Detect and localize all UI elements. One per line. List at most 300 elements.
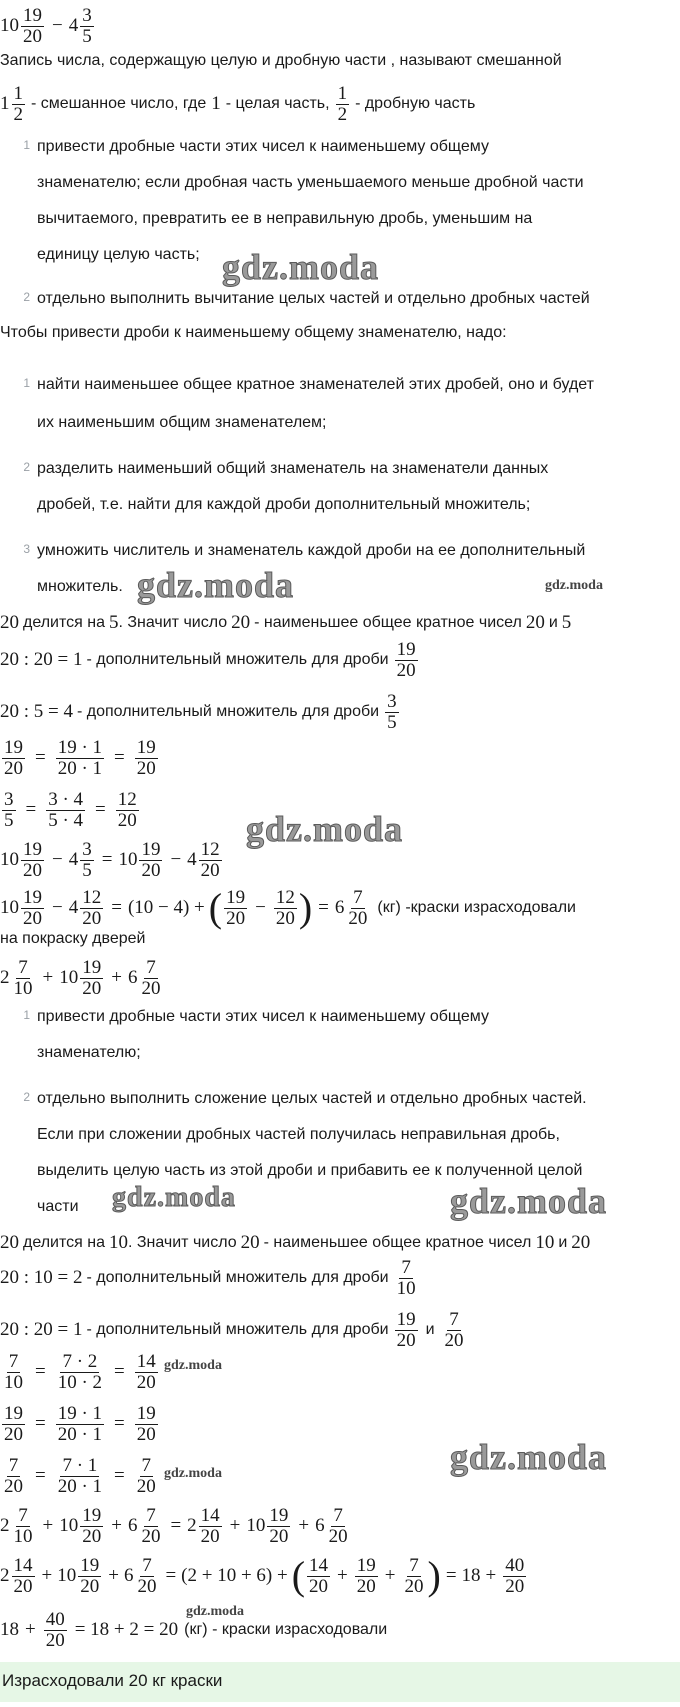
watermark: gdz.moda bbox=[222, 247, 380, 287]
mixed-number-explanation bbox=[0, 84, 475, 125]
operator: + bbox=[384, 1565, 396, 1587]
text: Если при сложении дробных частей получилась неправильная дробь, bbox=[37, 1126, 560, 1143]
equation bbox=[0, 1456, 160, 1497]
whole-number: 6 bbox=[315, 1515, 325, 1537]
fraction bbox=[80, 6, 94, 47]
operator: − bbox=[255, 897, 266, 919]
whole-number: 10 bbox=[118, 849, 138, 871]
denominator: 10 · 2 bbox=[57, 1371, 103, 1393]
text: - наименьшее общее кратное чисел bbox=[263, 1234, 532, 1251]
fraction bbox=[224, 888, 247, 929]
fraction bbox=[2, 1352, 25, 1393]
text: отдельно выполнить сложение целых частей и отдельно дробных частей. bbox=[37, 1090, 587, 1107]
denominator: 20 bbox=[141, 977, 161, 999]
numerator: 1 bbox=[337, 83, 348, 104]
denominator: 10 bbox=[13, 977, 33, 999]
operator: + bbox=[485, 1565, 497, 1587]
fraction bbox=[21, 888, 44, 929]
denominator: 20 bbox=[23, 25, 42, 47]
fraction bbox=[199, 1506, 222, 1547]
whole-number: 6 bbox=[127, 967, 138, 989]
operator: = bbox=[114, 1465, 125, 1487]
denominator: 10 bbox=[396, 1277, 416, 1299]
equation: 20 : 10 = 2 bbox=[0, 1267, 83, 1289]
number: 5 bbox=[561, 612, 572, 633]
numerator: 7 bbox=[142, 1555, 152, 1576]
numerator: 19 bbox=[356, 1555, 376, 1576]
numerator: 14 bbox=[13, 1555, 33, 1576]
text: отдельно выполнить вычитание целых частей и отдельно дробных частей bbox=[37, 290, 590, 307]
denominator: 20 bbox=[4, 1475, 23, 1497]
numerator: 19 · 1 bbox=[57, 1403, 103, 1424]
equation-result bbox=[0, 1610, 387, 1651]
operator: + bbox=[298, 1515, 310, 1537]
numerator: 7 bbox=[353, 887, 363, 908]
extra-factor-line bbox=[0, 1310, 468, 1351]
whole-number: 18 bbox=[461, 1565, 481, 1587]
whole-number: 4 bbox=[68, 15, 79, 37]
whole-number: 18 bbox=[0, 1619, 19, 1641]
whole-number: 10 bbox=[0, 897, 19, 919]
numerator: 19 bbox=[269, 1505, 289, 1526]
numerator: 7 bbox=[8, 1351, 19, 1372]
list-number: 2 bbox=[23, 460, 30, 474]
fraction bbox=[12, 958, 35, 999]
watermark: gdz.moda bbox=[450, 1437, 608, 1477]
denominator: 10 bbox=[4, 1371, 23, 1393]
text: привести дробные части этих чисел к наименьшему общему bbox=[37, 1008, 489, 1025]
denominator: 20 bbox=[309, 1575, 329, 1597]
fraction bbox=[2, 1456, 25, 1497]
fraction bbox=[21, 840, 44, 881]
numerator: 19 bbox=[80, 1555, 100, 1576]
whole-number: 10 bbox=[246, 1515, 266, 1537]
numerator: 1 bbox=[13, 83, 23, 104]
watermark: gdz.moda bbox=[137, 565, 295, 605]
fraction bbox=[2, 790, 16, 831]
number: 20 bbox=[525, 612, 545, 633]
watermark: gdz.moda bbox=[545, 578, 603, 593]
equation bbox=[0, 1553, 528, 1599]
fraction bbox=[116, 790, 139, 831]
fraction bbox=[355, 1556, 378, 1597]
text: - дополнительный множитель для дроби bbox=[86, 1321, 389, 1339]
whole-number: 10 bbox=[59, 1515, 79, 1537]
denominator: 20 bbox=[117, 809, 137, 831]
text: выделить целую часть из этой дроби и прибавить ее к полученной целой bbox=[37, 1162, 583, 1179]
operator: = bbox=[114, 1413, 125, 1435]
text: вычитаемого, превратить ее в неправильную дробь, уменьшим на bbox=[37, 210, 533, 227]
fraction bbox=[56, 1352, 104, 1393]
denominator: 20 bbox=[82, 1525, 102, 1547]
text: единицу целую часть; bbox=[37, 246, 200, 263]
number: 20 bbox=[231, 612, 251, 633]
number: 20 bbox=[240, 1232, 260, 1253]
denominator: 20 bbox=[13, 1575, 33, 1597]
operator: = bbox=[95, 799, 106, 821]
denominator: 20 bbox=[200, 1525, 220, 1547]
operator: = bbox=[25, 799, 37, 821]
expression: (10 − 4) + bbox=[127, 897, 205, 919]
denominator: 20 bbox=[404, 1575, 424, 1597]
numerator: 19 bbox=[82, 957, 102, 978]
watermark: gdz.moda bbox=[112, 1182, 236, 1213]
denominator: 20 bbox=[141, 1525, 161, 1547]
numerator: 7 bbox=[141, 1455, 152, 1476]
numerator: 14 bbox=[200, 1505, 220, 1526]
paren: ) bbox=[298, 885, 313, 931]
text: и bbox=[548, 614, 558, 631]
numerator: 40 bbox=[45, 1609, 65, 1630]
operator: = bbox=[111, 897, 122, 919]
whole-number: 6 bbox=[123, 1565, 134, 1587]
fraction bbox=[135, 738, 158, 779]
answer-box bbox=[0, 1662, 680, 1702]
list-number: 1 bbox=[23, 138, 30, 152]
fraction bbox=[443, 1310, 466, 1351]
denominator: 20 bbox=[505, 1575, 525, 1597]
fraction bbox=[346, 888, 369, 929]
operator: + bbox=[42, 967, 54, 989]
fraction bbox=[135, 1556, 158, 1597]
denominator: 20 bbox=[82, 977, 102, 999]
denominator: 20 bbox=[275, 907, 295, 929]
expression-addition bbox=[0, 958, 164, 999]
fraction bbox=[21, 6, 44, 47]
fraction bbox=[139, 840, 162, 881]
whole-number: 2 bbox=[187, 1515, 197, 1537]
fraction bbox=[2, 738, 25, 779]
denominator: 2 bbox=[337, 103, 348, 125]
numerator: 7 bbox=[409, 1555, 419, 1576]
whole-number: 2 bbox=[0, 1565, 10, 1587]
fraction bbox=[12, 1506, 35, 1547]
fraction bbox=[385, 692, 399, 733]
lcm-statement bbox=[0, 1232, 590, 1254]
fraction bbox=[80, 1506, 103, 1547]
denominator: 20 bbox=[348, 907, 368, 929]
equation bbox=[0, 1404, 160, 1445]
text: части bbox=[37, 1198, 79, 1215]
denominator: 20 bbox=[396, 659, 416, 681]
operator: − bbox=[52, 897, 63, 919]
denominator: 20 bbox=[82, 907, 102, 929]
fraction bbox=[56, 1404, 104, 1445]
denominator: 5 · 4 bbox=[48, 809, 84, 831]
fraction bbox=[80, 888, 103, 929]
watermark: gdz.moda bbox=[186, 1604, 244, 1619]
text: - дополнительный множитель для дроби bbox=[86, 651, 389, 669]
denominator: 5 bbox=[82, 859, 92, 881]
equation bbox=[0, 1506, 352, 1547]
numerator: 3 · 4 bbox=[48, 789, 84, 810]
denominator: 20 bbox=[4, 757, 23, 779]
denominator: 20 bbox=[200, 859, 220, 881]
numerator: 7 · 2 bbox=[62, 1351, 98, 1372]
numerator: 19 bbox=[396, 1309, 416, 1330]
operator: = bbox=[114, 1361, 125, 1383]
whole-number: 10 bbox=[0, 15, 19, 37]
operator: + bbox=[41, 1565, 53, 1587]
list-number: 1 bbox=[23, 376, 30, 390]
fraction bbox=[274, 888, 297, 929]
text: - дополнительный множитель для дроби bbox=[77, 703, 380, 721]
denominator: 20 bbox=[80, 1575, 100, 1597]
numerator: 19 bbox=[23, 5, 42, 26]
text: и bbox=[425, 1321, 435, 1339]
whole-number: 1 bbox=[0, 93, 10, 115]
denominator: 20 bbox=[136, 1423, 156, 1445]
whole-number: 6 bbox=[127, 1515, 138, 1537]
list-number: 2 bbox=[23, 290, 30, 304]
numerator: 7 bbox=[333, 1505, 343, 1526]
operator: + bbox=[111, 1515, 122, 1537]
fraction bbox=[395, 1310, 418, 1351]
fraction bbox=[395, 1258, 418, 1299]
denominator: 20 bbox=[137, 1575, 157, 1597]
fraction bbox=[80, 958, 103, 999]
numerator: 7 bbox=[449, 1309, 459, 1330]
denominator: 10 bbox=[13, 1525, 33, 1547]
numerator: 12 bbox=[200, 839, 220, 860]
denominator: 20 bbox=[136, 1371, 156, 1393]
whole-number: 10 bbox=[0, 849, 19, 871]
text: множитель. bbox=[37, 578, 123, 595]
operator: + bbox=[42, 1515, 54, 1537]
denominator: 5 bbox=[82, 25, 92, 47]
watermark: gdz.moda bbox=[164, 1358, 222, 1373]
list-number: 2 bbox=[23, 1090, 30, 1104]
numerator: 3 bbox=[82, 839, 92, 860]
watermark: gdz.moda bbox=[164, 1466, 222, 1481]
whole-number: 2 bbox=[0, 967, 10, 989]
numerator: 19 bbox=[396, 639, 416, 660]
number: 20 bbox=[0, 612, 19, 633]
extra-factor-line bbox=[0, 640, 420, 681]
numerator: 19 bbox=[82, 1505, 102, 1526]
denominator: 20 · 1 bbox=[57, 1475, 103, 1497]
expression: = 18 + 2 = 20 bbox=[74, 1619, 179, 1641]
denominator: 20 · 1 bbox=[57, 1423, 103, 1445]
numerator: 40 bbox=[505, 1555, 525, 1576]
whole-number: 4 bbox=[68, 897, 79, 919]
equation bbox=[0, 790, 141, 831]
denominator: 20 bbox=[23, 907, 42, 929]
paren: ( bbox=[291, 1553, 306, 1599]
operator: = bbox=[318, 897, 329, 919]
text: делится на bbox=[23, 1234, 105, 1251]
fraction bbox=[135, 1352, 158, 1393]
fraction bbox=[12, 1556, 35, 1597]
numerator: 14 bbox=[136, 1351, 156, 1372]
definition-mixed: Запись числа, содержащую целую и дробную части , называют смешанной bbox=[0, 52, 562, 69]
operator: = bbox=[445, 1565, 457, 1587]
denominator: 20 bbox=[328, 1525, 348, 1547]
number: 5 bbox=[108, 612, 119, 633]
numerator: 12 bbox=[275, 887, 295, 908]
numerator: 7 · 1 bbox=[62, 1455, 98, 1476]
numerator: 3 bbox=[387, 691, 397, 712]
text: привести дробные части этих чисел к наименьшему общему bbox=[37, 138, 489, 155]
denominator: 20 · 1 bbox=[57, 757, 103, 779]
number: 20 bbox=[571, 1232, 591, 1253]
extra-factor-line bbox=[0, 692, 401, 733]
whole-number: 2 bbox=[0, 1515, 10, 1537]
text: на покраску дверей bbox=[0, 930, 146, 947]
operator: − bbox=[170, 849, 182, 871]
text: - смешанное число, где bbox=[31, 95, 207, 113]
numerator: 19 bbox=[23, 887, 42, 908]
fraction bbox=[2, 1404, 25, 1445]
fraction bbox=[503, 1556, 526, 1597]
fraction bbox=[139, 1506, 162, 1547]
equation: 20 : 5 = 4 bbox=[0, 701, 73, 723]
text: знаменателю; bbox=[37, 1044, 141, 1061]
equation: 20 : 20 = 1 bbox=[0, 1319, 83, 1341]
fraction bbox=[402, 1556, 425, 1597]
operator: + bbox=[337, 1565, 348, 1587]
operator: = bbox=[35, 1361, 46, 1383]
operator: − bbox=[52, 15, 63, 37]
fraction bbox=[12, 84, 26, 125]
numerator: 19 bbox=[4, 737, 23, 758]
list-number: 1 bbox=[23, 1008, 30, 1022]
denominator: 20 bbox=[23, 859, 42, 881]
numerator: 19 · 1 bbox=[57, 737, 103, 758]
operator: = bbox=[35, 1465, 46, 1487]
text: (кг) -краски израсходовали bbox=[377, 899, 576, 917]
numerator: 19 bbox=[136, 1403, 156, 1424]
fraction bbox=[44, 1610, 67, 1651]
number: 20 bbox=[0, 1232, 19, 1253]
extra-factor-line bbox=[0, 1258, 420, 1299]
fraction bbox=[135, 1404, 158, 1445]
lcd-intro: Чтобы привести дроби к наименьшему общему знаменателю, надо: bbox=[0, 324, 507, 341]
text: (кг) - краски израсходовали bbox=[184, 1621, 388, 1639]
watermark: gdz.moda bbox=[450, 1181, 608, 1221]
equation bbox=[0, 840, 224, 881]
operator: = bbox=[101, 849, 113, 871]
number: 10 bbox=[108, 1232, 128, 1253]
numerator: 19 bbox=[141, 839, 161, 860]
denominator: 20 bbox=[226, 907, 246, 929]
fraction bbox=[327, 1506, 350, 1547]
operator: + bbox=[108, 1565, 119, 1587]
text: дробей, т.е. найти для каждой дроби дополнительный множитель; bbox=[37, 496, 531, 513]
operator: = bbox=[165, 1565, 177, 1587]
fraction bbox=[46, 790, 85, 831]
text: умножить числитель и знаменатель каждой дроби на ее дополнительный bbox=[37, 542, 586, 559]
numerator: 7 bbox=[18, 1505, 28, 1526]
numerator: 12 bbox=[82, 887, 102, 908]
paren: ) bbox=[427, 1553, 441, 1599]
text: знаменателю; если дробная часть уменьшаемого меньше дробной части bbox=[37, 174, 584, 191]
numerator: 3 bbox=[4, 789, 14, 810]
whole-number: 6 bbox=[334, 897, 345, 919]
fraction bbox=[56, 738, 104, 779]
numerator: 19 bbox=[23, 839, 42, 860]
denominator: 20 bbox=[141, 859, 161, 881]
operator: + bbox=[229, 1515, 241, 1537]
whole-number: 4 bbox=[187, 849, 197, 871]
operator: = bbox=[35, 1413, 46, 1435]
numerator: 3 bbox=[82, 5, 92, 26]
text: - дополнительный множитель для дроби bbox=[86, 1269, 389, 1287]
answer-text: Израсходовали 20 кг краски bbox=[2, 1671, 223, 1690]
numerator: 7 bbox=[8, 1455, 19, 1476]
operator: = bbox=[114, 747, 125, 769]
text: - наименьшее общее кратное чисел bbox=[254, 614, 522, 631]
whole-number: 1 bbox=[211, 93, 221, 115]
text: . Значит число bbox=[118, 614, 228, 631]
text: найти наименьшее общее кратное знаменателей этих дробей, оно и будет bbox=[37, 376, 594, 393]
numerator: 7 bbox=[18, 957, 28, 978]
whole-number: 4 bbox=[68, 849, 79, 871]
fraction bbox=[199, 840, 222, 881]
number: 10 bbox=[535, 1232, 555, 1253]
equation: 20 : 20 = 1 bbox=[0, 649, 83, 671]
equation bbox=[0, 738, 160, 779]
lcm-statement bbox=[0, 612, 571, 634]
numerator: 19 bbox=[4, 1403, 23, 1424]
numerator: 19 bbox=[136, 737, 156, 758]
numerator: 7 bbox=[146, 957, 156, 978]
denominator: 20 bbox=[356, 1575, 376, 1597]
fraction bbox=[336, 84, 350, 125]
denominator: 2 bbox=[13, 103, 23, 125]
fraction bbox=[56, 1456, 104, 1497]
text: - дробную часть bbox=[355, 95, 476, 113]
numerator: 14 bbox=[309, 1555, 329, 1576]
denominator: 20 bbox=[136, 757, 156, 779]
operator: = bbox=[170, 1515, 182, 1537]
whole-number: 10 bbox=[57, 1565, 77, 1587]
denominator: 5 bbox=[387, 711, 397, 733]
numerator: 7 bbox=[401, 1257, 411, 1278]
equation bbox=[0, 885, 576, 931]
watermark: gdz.moda bbox=[246, 809, 404, 849]
equation bbox=[0, 1352, 160, 1393]
numerator: 7 bbox=[146, 1505, 156, 1526]
operator: − bbox=[52, 849, 63, 871]
text: разделить наименьший общий знаменатель на знаменатели данных bbox=[37, 460, 549, 477]
fraction bbox=[80, 840, 94, 881]
whole-number: 10 bbox=[59, 967, 79, 989]
text: . Значит число bbox=[127, 1234, 237, 1251]
numerator: 12 bbox=[117, 789, 137, 810]
paren: ( bbox=[208, 885, 223, 931]
denominator: 5 bbox=[4, 809, 14, 831]
text: и bbox=[558, 1234, 568, 1251]
fraction bbox=[267, 1506, 290, 1547]
operator: = bbox=[35, 747, 46, 769]
operator: + bbox=[25, 1619, 36, 1641]
denominator: 20 bbox=[396, 1329, 416, 1351]
list-number: 3 bbox=[23, 542, 30, 556]
text: - целая часть, bbox=[225, 95, 330, 113]
denominator: 20 bbox=[444, 1329, 464, 1351]
operator: + bbox=[111, 967, 122, 989]
expression: (2 + 10 + 6) + bbox=[181, 1565, 288, 1587]
expression-subtraction bbox=[0, 6, 96, 47]
fraction bbox=[139, 958, 162, 999]
text: их наименьшим общим знаменателем; bbox=[37, 414, 327, 431]
denominator: 20 bbox=[269, 1525, 289, 1547]
denominator: 20 bbox=[136, 1475, 156, 1497]
text: делится на bbox=[23, 614, 105, 631]
numerator: 19 bbox=[226, 887, 246, 908]
fraction bbox=[395, 640, 418, 681]
